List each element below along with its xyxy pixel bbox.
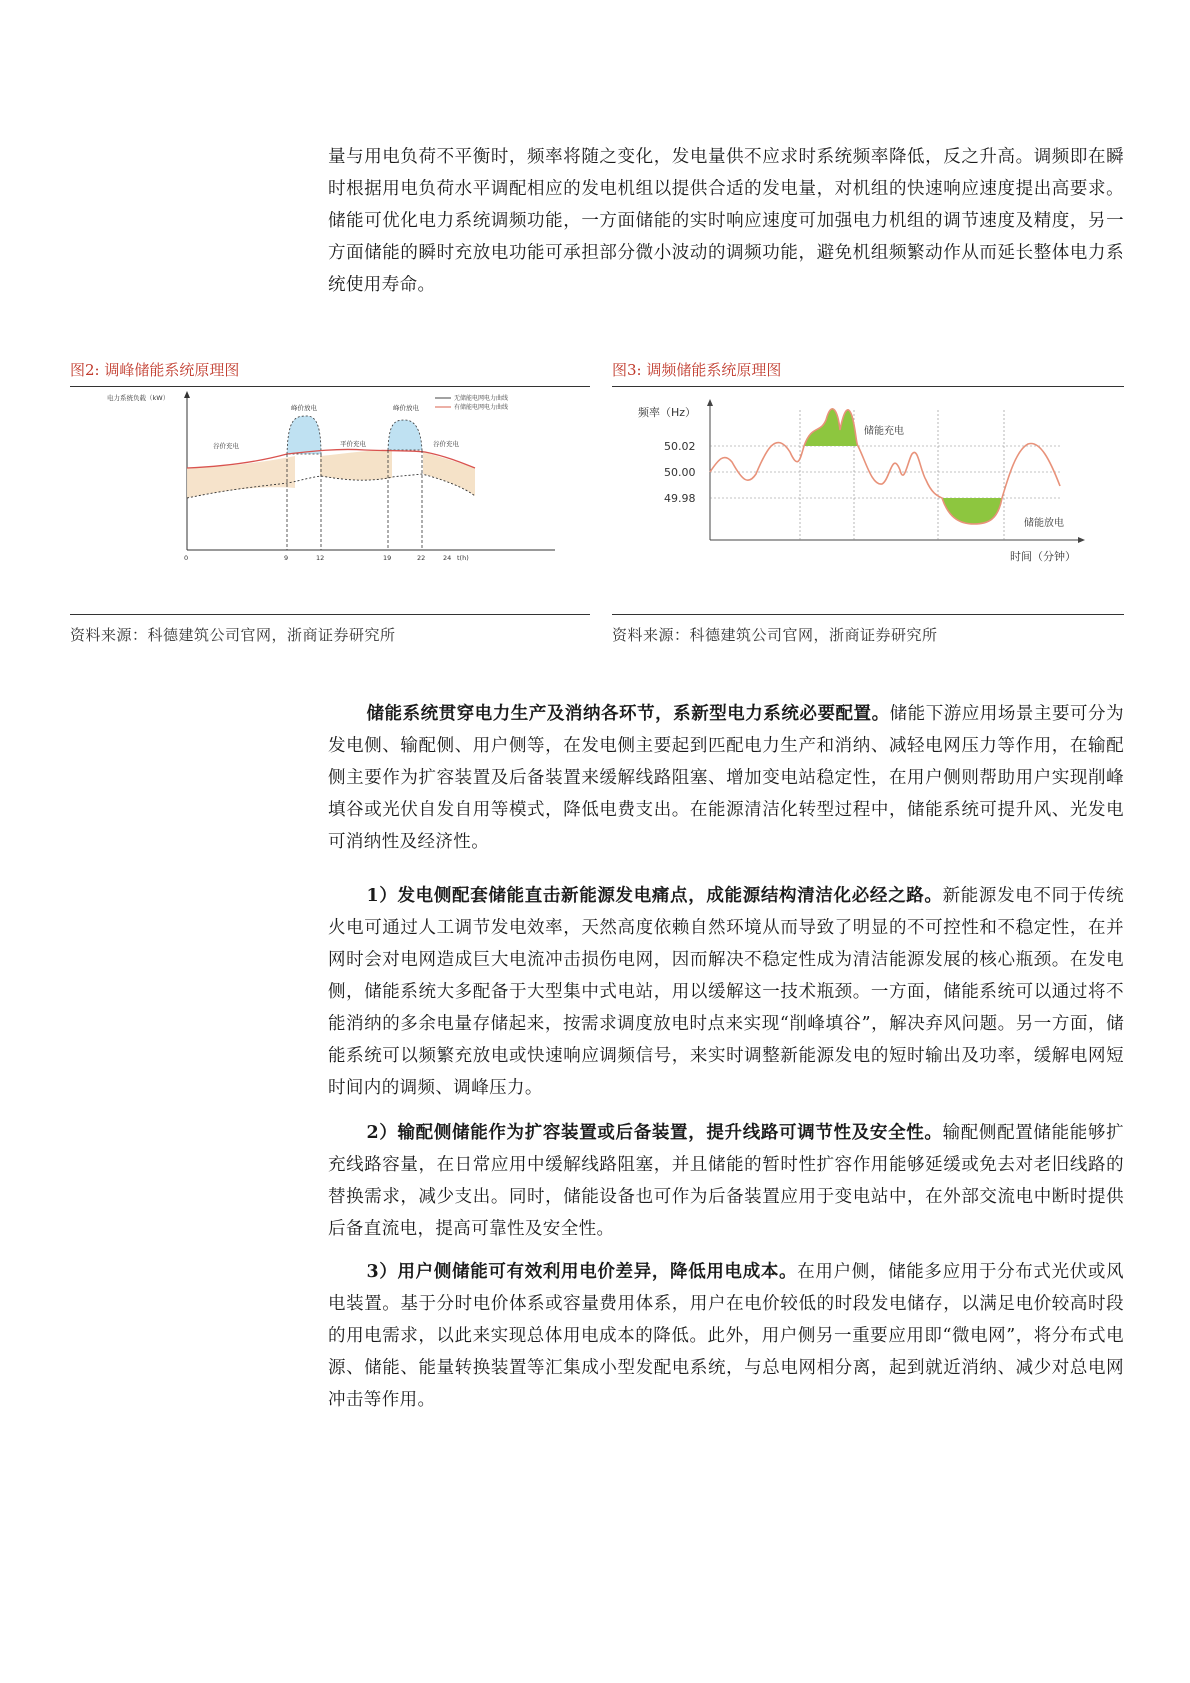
figure2-legend-without: 无储能电网电力曲线 [454, 395, 509, 402]
figure3-frequency-regulation-diagram [620, 390, 1110, 570]
figure2-x-tick-unit: t(h) [457, 554, 469, 562]
figure2-x-tick-12: 12 [316, 554, 325, 562]
figure2-legend-with: 有储能电网电力曲线 [454, 404, 509, 411]
figure3-discharge-label: 储能放电 [1024, 518, 1064, 529]
figure3-discharge-fill [942, 498, 1002, 524]
figure3-charge-label: 储能充电 [864, 426, 904, 437]
section-lead-paragraph [328, 698, 1124, 858]
figure2-y-label: 电力系统负载（kW） [107, 394, 170, 402]
figure2-top-rule [70, 386, 590, 387]
figure3-y-tick-mid: 50.00 [664, 466, 696, 479]
figure3-x-arrow [1078, 537, 1085, 543]
point3-text: 在用户侧，储能多应用于分布式光伏或风电装置。基于分时电价体系或容量费用体系，用户在电价较低的时段发电储存，以满足电价较高时段的用电需求，以此来实现总体用电成本的降低。此外，用户侧另一重要应用即“微电网”，将分布式电源、储能、能量转换装置等汇集成小型发配电系统，与总电网相分离，起到就近消纳、减少对总电网冲击等作用。 [328, 1262, 1125, 1410]
section-lead-text: 储能下游应用场景主要可分为发电侧、输配侧、用户侧等，在发电侧主要起到匹配电力生产和消纳、减轻电网压力等作用，在输配侧主要作为扩容装置及后备装置来缓解线路阻塞、增加变电站稳定性，在用户侧则帮助用户实现削峰填谷或光伏自发自用等模式，降低电费支出。在能源清洁化转型过程中，储能系统可提升风、光发电可消纳性及经济性。 [328, 704, 1124, 852]
figure2-valley-label: 谷价充电 [213, 442, 239, 450]
figure3-source: 资料来源：科德建筑公司官网，浙商证券研究所 [612, 626, 938, 644]
figure2-x-tick-0: 0 [184, 554, 189, 562]
figure2-peak-area-2 [388, 420, 422, 450]
figure3-y-tick-high: 50.02 [664, 440, 696, 453]
point2-bold: 2）输配侧储能作为扩容装置或后备装置，提升线路可调节性及安全性。 [366, 1123, 943, 1143]
point1-paragraph [328, 880, 1124, 1104]
figure2-flat-label: 平价充电 [340, 440, 366, 448]
figure2-peak-label-1: 峰价放电 [291, 404, 317, 412]
figure2-charge-area [187, 456, 295, 498]
figure3-title: 图3: 调频储能系统原理图 [612, 361, 782, 379]
figure2-title: 图2: 调峰储能系统原理图 [70, 361, 240, 379]
figure3-x-label: 时间（分钟） [1010, 550, 1076, 563]
point2-text: 输配侧配置储能能够扩充线路容量，在日常应用中缓解线路阻塞，并且储能的暂时性扩容作用能够延缓或免去对老旧线路的替换需求，减少支出。同时，储能设备也可作为后备装置应用于变电站中，在外部交流电中断时提供后备直流电，提高可靠性及安全性。 [328, 1123, 1124, 1239]
figure3-top-rule [612, 386, 1124, 387]
intro-paragraph: 量与用电负荷不平衡时，频率将随之变化，发电量供不应求时系统频率降低，反之升高。调频即在瞬时根据用电负荷水平调配相应的发电机组以提供合适的发电量，对机组的快速响应速度提出高要求。储能可优化电力系统调频功能，一方面储能的实时响应速度可加强电力机组的调节速度及精度，另一方面储能的瞬时充放电功能可承担部分微小波动的调频功能，避免机组频繁动作从而延长整体电力系统使用寿命。 [328, 147, 1124, 295]
figure2-source: 资料来源：科德建筑公司官网，浙商证券研究所 [70, 626, 396, 644]
figure2-x-tick-24: 24 [443, 554, 452, 562]
figure2-y-arrow [184, 391, 190, 398]
point3-paragraph [328, 1256, 1124, 1416]
point1-text: 新能源发电不同于传统火电可通过人工调节发电效率，天然高度依赖自然环境从而导致了明显的不可控性和不稳定性，在并网时会对电网造成巨大电流冲击损伤电网，因而解决不稳定性成为清洁能源发展的核心瓶颈。在发电侧，储能系统大多配备于大型集中式电站，用以缓解这一技术瓶颈。一方面，储能系统可以通过将不能消纳的多余电量存储起来，按需求调度放电时点来实现“削峰填谷”，解决弃风问题。另一方面，储能系统可以频繁充放电或快速响应调频信号，来实时调整新能源发电的短时输出及功率，缓解电网短时间内的调频、调峰压力。 [328, 886, 1124, 1098]
figure2-valley-label-2: 谷价充电 [433, 440, 459, 448]
figure2-peak-area-1 [287, 416, 321, 454]
figure2-flat-charge-area [320, 450, 392, 480]
figure2-x-tick-9: 9 [284, 554, 289, 562]
point2-paragraph [328, 1117, 1124, 1245]
point1-bold: 1）发电侧配套储能直击新能源发电痛点，成能源结构清洁化必经之路。 [366, 886, 943, 906]
point3-bold: 3）用户侧储能可有效利用电价差异，降低用电成本。 [366, 1262, 798, 1282]
figure2-peak-label-2: 峰价放电 [393, 404, 419, 412]
figure3-y-arrow [707, 399, 713, 406]
figure3-y-tick-low: 49.98 [664, 492, 696, 505]
figure2-x-tick-22: 22 [417, 554, 426, 562]
figure3-bottom-rule [612, 614, 1124, 615]
figure2-bottom-rule [70, 614, 590, 615]
figure2-x-tick-19: 19 [383, 554, 392, 562]
figure2-peak-shaving-diagram [95, 388, 570, 568]
figure3-y-label: 频率（Hz） [638, 406, 697, 419]
figure3-charge-fill [804, 409, 858, 446]
section-lead-bold: 储能系统贯穿电力生产及消纳各环节，系新型电力系统必要配置。 [366, 704, 890, 724]
